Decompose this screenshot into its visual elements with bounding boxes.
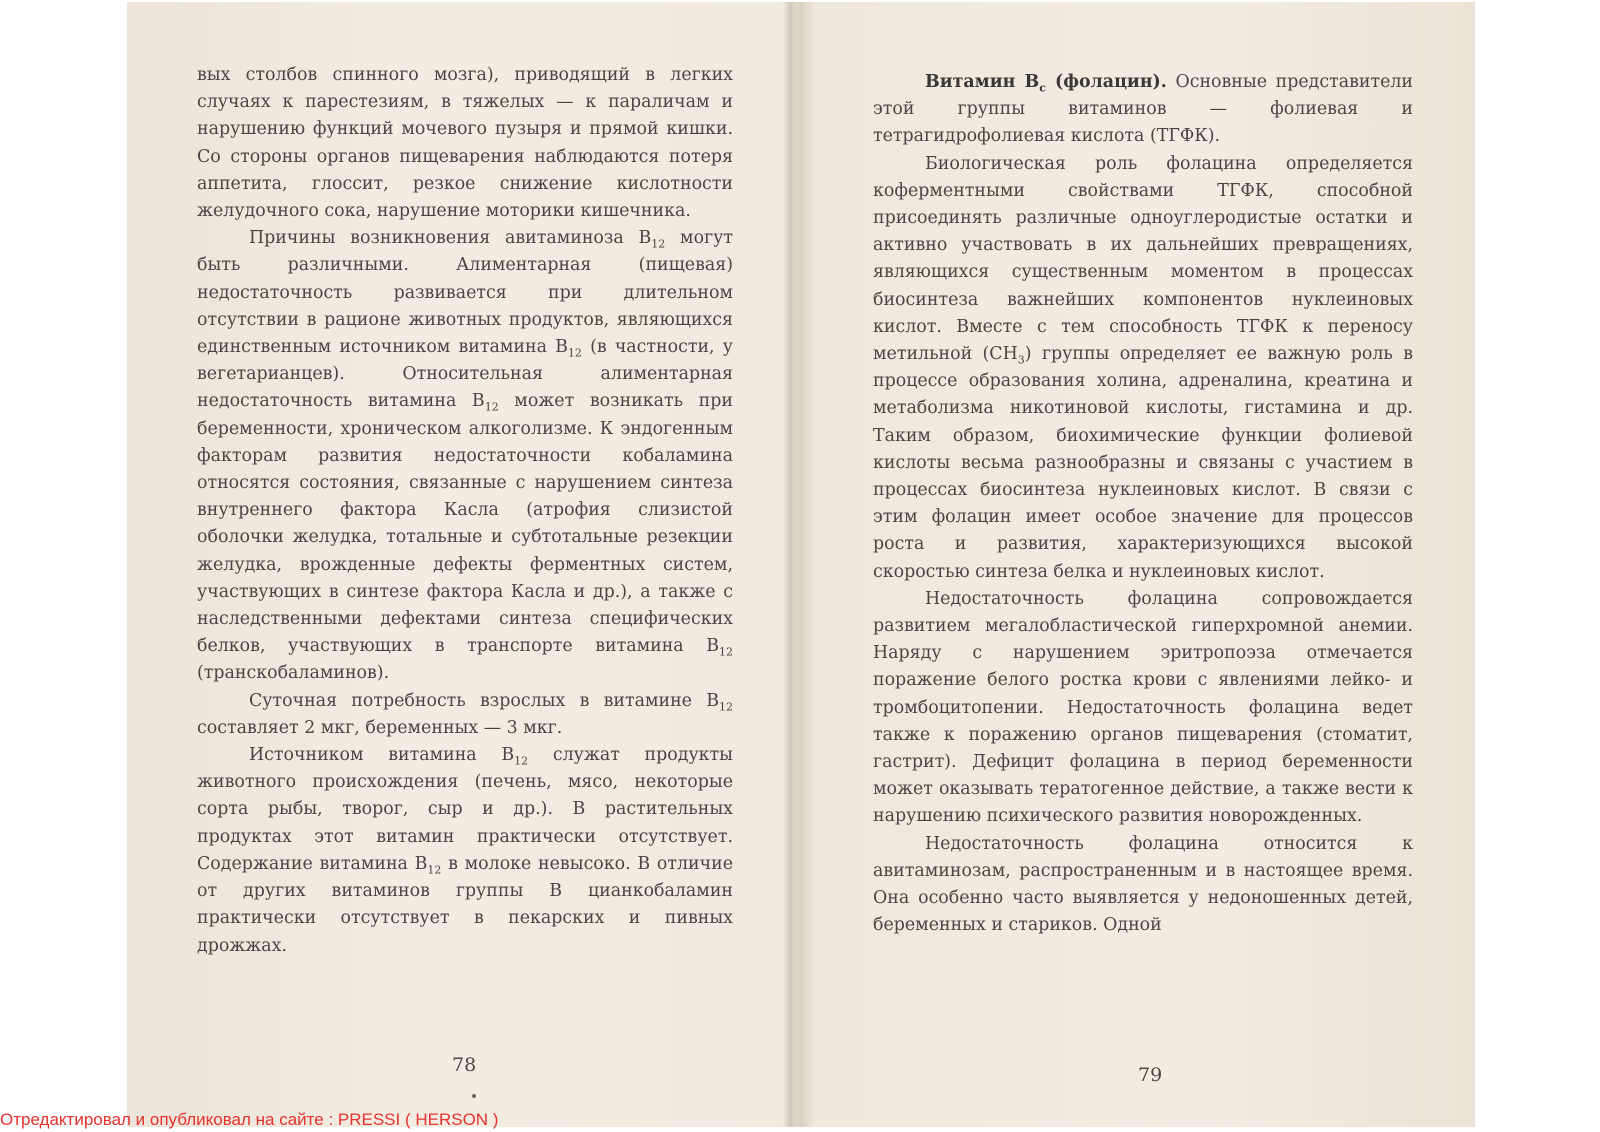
section-heading bbox=[925, 72, 1167, 95]
left-paragraph-4 bbox=[197, 742, 733, 960]
subscript: 12 bbox=[719, 700, 733, 714]
right-paragraph-3: Недостаточность фолацина сопровождается развитием мегалобластической гиперхромной анемии. Наряду с нарушением эритропоэза отмечается поражение белого ростка крови с явлениями лейко- и тромбоцитопении. Недостаточность фолацина ведет также к поражению органов пищеварения (стоматит, гастрит). Дефицит фолацина в период беременности может оказывать тератогенное действие, а также вести к нарушению психического развития новорожденных. bbox=[873, 588, 1413, 827]
text-run: (в частности, у вегетарианцев). Относительная алиментарная недостаточность витамина B bbox=[197, 337, 733, 412]
page-dot bbox=[472, 1094, 476, 1098]
text-run: Биологическая роль фолацина определяется коферментными свойствами ТГФК, способной присоединять различные одноуглеродистые остатки и активно участвовать в их дальнейших превращениях, являющихся существенным моментом в процессах биосинтеза важнейших компонентов нуклеиновых кислот. Вместе с тем способность ТГФК к переносу метильной (CH bbox=[873, 153, 1413, 365]
text-run: Источником витамина B bbox=[249, 745, 515, 766]
heading-text: (фолацин). bbox=[1045, 72, 1167, 92]
subscript: c bbox=[1039, 81, 1046, 95]
book-gutter bbox=[783, 2, 797, 1127]
subscript: 12 bbox=[427, 863, 442, 877]
left-paragraph-2 bbox=[197, 225, 733, 687]
text-run: может возникать при беременности, хроническом алкоголизме. К эндогенным факторам развития недостаточности кобаламина относятся состояния, связанные с нарушением синтеза внутреннего фактора Касла (атрофия слизистой оболочки желудка, тотальные и субтотальные резекции желудка, врожденные дефекты ферментных систем, участвующих в синтезе фактора Касла и др.), а также с наследственными дефектами синтеза специфических белков, участвующих в транспорте витамина B bbox=[197, 391, 733, 657]
text-run: служат продукты животного происхождения (печень, мясо, некоторые сорта рыбы, творог, сыр и др.). В растительных продуктах этот витамин практически отсутствует. Содержание витамина B bbox=[197, 745, 734, 874]
text-run: составляет 2 мкг, беременных — 3 мкг. bbox=[197, 717, 563, 738]
right-paragraph-1 bbox=[873, 69, 1413, 151]
text-run: в молоке невысоко. В отличие от других витаминов группы B цианкобаламин практически отсутствует в пекарских и пивных дрожжах. bbox=[197, 853, 733, 956]
subscript: 12 bbox=[719, 645, 733, 659]
right-page-text bbox=[873, 69, 1413, 940]
subscript: 12 bbox=[651, 237, 666, 251]
left-paragraph-3 bbox=[197, 688, 733, 742]
heading-text: Витамин B bbox=[925, 72, 1040, 92]
text-run: ) группы определяет ее важную роль в процессе образования холина, адреналина, креатина и метаболизма никотиновой кислоты, гистамина и др. Таким образом, биохимические функции фолиевой кислоты весьма разнообразны и связаны с участием в процессах биосинтеза нуклеиновых кислот. В связи с этим фолацин имеет особое значение для процессов роста и развития, характеризующихся высокой скоростью синтеза белка и нуклеиновых кислот. bbox=[873, 344, 1414, 582]
right-paragraph-2 bbox=[873, 151, 1413, 586]
left-paragraph-1: вых столбов спинного мозга), приводящий в легких случаях к парестезиям, в тяжелых — к параличам и нарушению функций мочевого пузыря и прямой кишки. Со стороны органов пищеварения наблюдаются потеря аппетита, глоссит, резкое снижение кислотности желудочного сока, нарушение моторики кишечника. bbox=[197, 65, 733, 222]
text-run: Суточная потребность взрослых в витамине B bbox=[249, 690, 719, 711]
subscript: 12 bbox=[484, 400, 499, 414]
right-paragraph-4: Недостаточность фолацина относится к авитаминозам, распространенным и в настоящее время. Она особенно часто выявляется у недоношенных детей, беременных и стариков. Одной bbox=[873, 833, 1413, 936]
page-number-left: 78 bbox=[452, 1054, 477, 1076]
subscript: 3 bbox=[1017, 353, 1025, 367]
subscript: 12 bbox=[567, 346, 582, 360]
text-run: могут быть различными. Алиментарная (пищевая) недостаточность развивается при длительном отсутствии в рационе животных продуктов, являющихся единственным источником витамина B bbox=[197, 228, 734, 358]
page-number-right: 79 bbox=[1138, 1064, 1163, 1086]
subscript: 12 bbox=[514, 754, 529, 768]
text-run: Причины возникновения авитаминоза B bbox=[249, 228, 652, 249]
publisher-credit: Отредактировал и опубликовал на сайте : PRESSI ( HERSON ) bbox=[0, 1110, 499, 1129]
text-run: Основные представители этой группы витаминов — фолиевая и тетрагидрофолиевая кислота (ТГФК). bbox=[873, 72, 1413, 147]
text-run: (транскобаламинов). bbox=[197, 663, 390, 684]
left-page-text bbox=[197, 62, 733, 960]
